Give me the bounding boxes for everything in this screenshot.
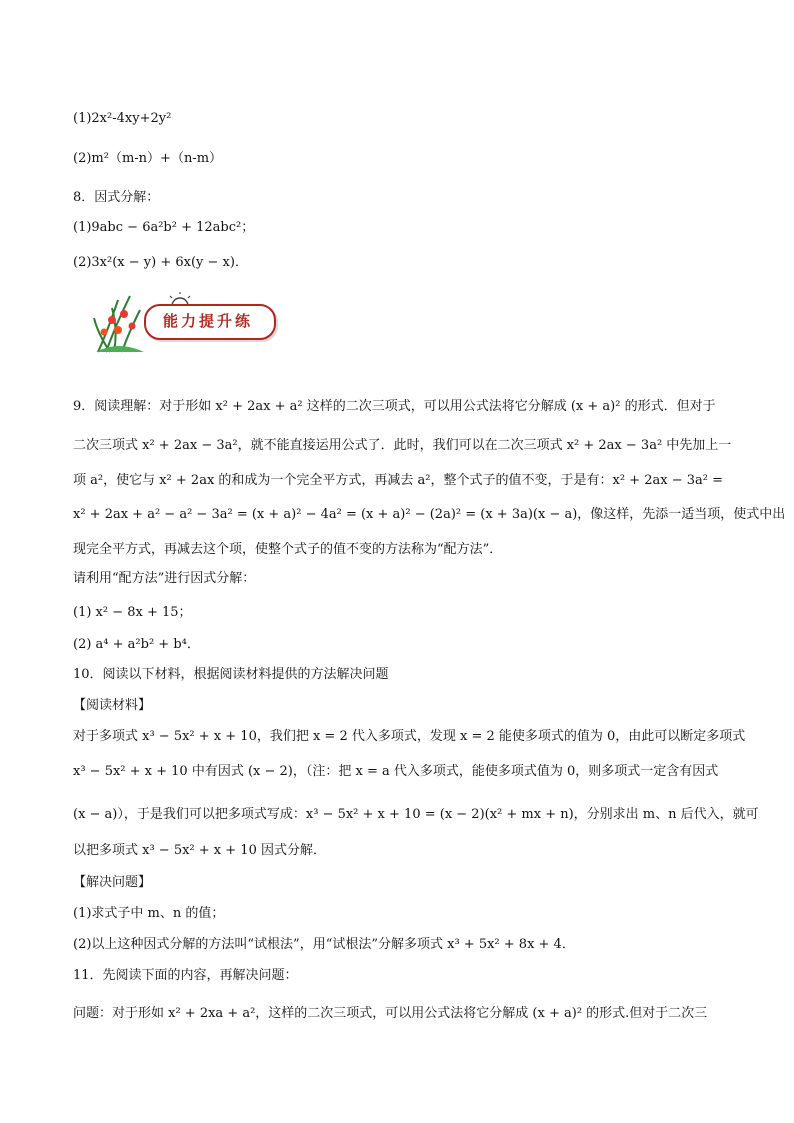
- text-line-l02: (2)m²（m-n）+（n-m）: [73, 151, 223, 166]
- text-line-l11: 请利用“配方法”进行因式分解：: [73, 571, 256, 586]
- text-line-l14: 10．阅读以下材料，根据阅读材料提供的方法解决问题: [73, 667, 389, 682]
- text-line-l06: 9．阅读理解：对于形如 x² + 2ax + a² 这样的二次三项式，可以用公式法将它分解成 (x + a)² 的形式．但对于: [73, 399, 716, 414]
- text-line-l18: (x − a)），于是我们可以把多项式写成：x³ − 5x² + x + 10 = (x − 2)(x² + mx + n)，分别求出 m、n 后代入，就可: [73, 807, 759, 822]
- text-line-l19: 以把多项式 x³ − 5x² + x + 10 因式分解．: [73, 843, 326, 858]
- text-line-l04: (1)9abc − 6a²b² + 12abc²；: [73, 220, 255, 235]
- text-line-l17: x³ − 5x² + x + 10 中有因式 (x − 2)，（注：把 x = a 代入多项式，能使多项式值为 0，则多项式一定含有因式: [73, 764, 719, 779]
- text-line-l05: (2)3x²(x − y) + 6x(y − x)．: [73, 255, 248, 270]
- text-line-l08: 项 a²，使它与 x² + 2ax 的和成为一个完全平方式，再减去 a²，整个式子的值不变，于是有：x² + 2ax − 3a² =: [73, 473, 723, 488]
- text-line-l22: (2)以上这种因式分解的方法叫“试根法”，用“试根法”分解多项式 x³ + 5x² + 8x + 4．: [73, 937, 575, 952]
- section-badge: [88, 290, 278, 354]
- text-line-l21: (1)求式子中 m、n 的值；: [73, 906, 225, 921]
- text-line-l16: 对于多项式 x³ − 5x² + x + 10，我们把 x = 2 代入多项式，发现 x = 2 能使多项式的值为 0，由此可以断定多项式: [73, 729, 746, 744]
- text-line-l09: x² + 2ax + a² − a² − 3a² = (x + a)² − 4a² = (x + a)² − (2a)² = (x + 3a)(x − a)，像这样，先添一适当项，使式中出: [73, 507, 786, 522]
- text-line-l13: (2) a⁴ + a²b² + b⁴．: [73, 637, 200, 652]
- text-line-l10: 现完全平方式，再减去这个项，使整个式子的值不变的方法称为“配方法”．: [73, 542, 503, 557]
- text-line-l01: (1)2x²-4xy+2y²: [73, 111, 172, 126]
- text-line-l07: 二次三项式 x² + 2ax − 3a²，就不能直接运用公式了．此时，我们可以在二次三项式 x² + 2ax − 3a² 中先加上一: [73, 438, 732, 453]
- text-line-l23: 11．先阅读下面的内容，再解决问题：: [73, 968, 298, 983]
- text-line-l15: 【阅读材料】: [73, 698, 152, 713]
- badge-label: 能力提升练: [162, 312, 253, 330]
- text-line-l20: 【解决问题】: [73, 875, 152, 890]
- text-line-l12: (1) x² − 8x + 15；: [73, 605, 192, 620]
- text-line-l03: 8．因式分解：: [73, 190, 160, 205]
- text-line-l24: 问题：对于形如 x² + 2xa + a²，这样的二次三项式，可以用公式法将它分解成 (x + a)² 的形式.但对于二次三: [73, 1006, 708, 1021]
